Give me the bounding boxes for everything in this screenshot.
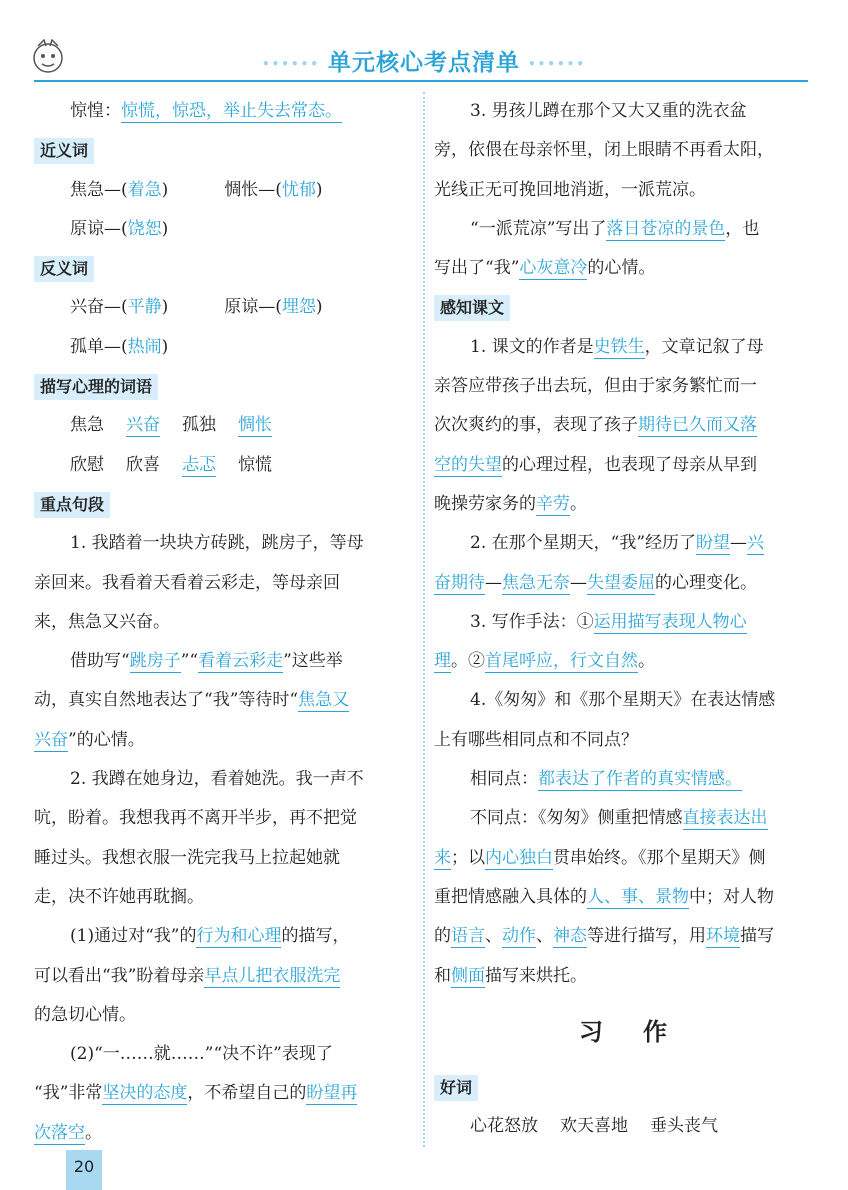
jinyici-row-1 (34, 171, 412, 210)
explain-line (34, 721, 412, 760)
text: ”这些举 (283, 651, 343, 672)
ganzhi-line (434, 485, 812, 524)
text: 。 (638, 651, 655, 672)
text: 1. 课文的作者是 (470, 336, 594, 357)
ganzhi-line (434, 406, 812, 445)
ganzhi-line: 上有哪些相同点和不同点？ (434, 729, 638, 750)
explain-line: 的急切心情。 (34, 1004, 136, 1025)
text: — (730, 533, 748, 554)
ganzhi-line (434, 524, 812, 563)
answer: 盼望 (696, 533, 731, 554)
pair-text: 原谅—( (224, 297, 282, 318)
answer: 神态 (553, 926, 587, 947)
text: 借助写“ (70, 651, 130, 672)
word: 欣喜 (126, 454, 160, 475)
text: 、 (536, 926, 553, 947)
pair-text: 惆怅—( (224, 179, 282, 200)
ganzhi-line (434, 603, 812, 642)
xinli-row-1 (34, 406, 412, 445)
text: 描写来烘托。 (485, 965, 587, 986)
header-title (0, 44, 848, 77)
quote-line: 1. 我踏着一块块方砖跳，跳房子，等母 (70, 533, 364, 554)
explain-line (34, 681, 412, 720)
word: 孤独 (182, 415, 216, 436)
quote-line: 亲回来。我看着天看着云彩走，等母亲回 (34, 572, 340, 593)
jinghuang-line (34, 92, 412, 131)
ganzhi-line (434, 642, 812, 681)
word: 垂头丧气 (650, 1116, 718, 1137)
xizuo-heading: 习作 (579, 1017, 707, 1046)
fanyici-row-1 (34, 288, 412, 327)
explain-line (434, 249, 812, 288)
answer: 心灰意冷 (519, 258, 588, 279)
jinyici-row-2 (34, 210, 412, 249)
pair-text: ) (161, 179, 169, 200)
text: “一派荒凉”写出了 (470, 218, 607, 239)
ganzhi-line (434, 564, 812, 603)
explain-line (434, 210, 812, 249)
text: 。 (85, 1122, 102, 1143)
answer: 失望委屈 (587, 572, 655, 593)
answer: 语言 (451, 926, 485, 947)
answer: 期待已久而又落 (638, 415, 757, 436)
section-title: 感知课文 (434, 295, 510, 321)
xinli-row-2 (34, 446, 412, 485)
answer: 首尾呼应，行文自然 (485, 651, 638, 672)
text: 贯串始终。《那个星期天》侧 (553, 847, 766, 868)
diff-line (434, 878, 812, 917)
term: 惊惶： (70, 101, 121, 121)
word: 惊慌 (238, 454, 272, 475)
answer: 兴奋 (34, 729, 68, 750)
answer: 理 (434, 651, 451, 672)
text: 中；对人物 (689, 886, 774, 907)
quote-line: 光线正无可挽回地消逝，一派荒凉。 (434, 179, 706, 200)
page-header (0, 0, 848, 92)
text: 写出了“我” (434, 258, 520, 279)
section-title: 描写心理的词语 (34, 374, 158, 400)
section-haoci (434, 1068, 812, 1107)
right-column (434, 92, 812, 1146)
section-title: 近义词 (34, 138, 94, 164)
pair-text: 原谅—( (70, 218, 128, 239)
text: — (570, 572, 587, 593)
text: ，也 (725, 218, 760, 239)
word: 心花怒放 (470, 1116, 538, 1137)
text: 2. 在那个星期天，“我”经历了 (470, 533, 697, 554)
answer: 平静 (127, 297, 162, 318)
section-xinli (34, 367, 412, 406)
word: 欣慰 (70, 454, 104, 475)
pair-text: 孤单—( (70, 336, 128, 357)
word: 欢天喜地 (560, 1116, 628, 1137)
quote-line: 吭，盼着。我想我再不离开半步，再不把觉 (34, 808, 357, 829)
answer: 焦急又 (298, 690, 350, 711)
answer: 饶恕 (127, 218, 162, 239)
answer: 惊慌，惊恐，举止失去常态。 (121, 101, 342, 121)
explain-line (34, 917, 412, 956)
section-zhongdian (34, 485, 412, 524)
text: 的 (434, 926, 451, 947)
text: 的心理变化。 (655, 572, 757, 593)
answer: 奋期待 (434, 572, 485, 593)
answer: 次落空 (34, 1122, 85, 1143)
answer: 环境 (706, 926, 740, 947)
answer: 忐忑 (182, 454, 216, 475)
text: 重把情感融入具体的 (434, 886, 587, 907)
answer: 跳房子 (129, 651, 181, 672)
answer: 内心独白 (485, 847, 553, 868)
text: 。② (451, 651, 485, 672)
ganzhi-line (434, 446, 812, 485)
explain-line (34, 1114, 412, 1153)
ganzhi-line: 亲答应带孩子出去玩，但由于家务繁忙而一 (434, 376, 757, 397)
quote-line: 旁，依偎在母亲怀里，闭上眼睛不再看太阳， (434, 140, 774, 161)
diff-line (434, 917, 812, 956)
text: 的心情。 (587, 258, 656, 279)
text: 晚操劳家务的 (434, 493, 536, 514)
pair-text: 焦急—( (70, 179, 128, 200)
text: ，文章记叙了母 (644, 336, 764, 357)
answer: 热闹 (127, 336, 162, 357)
pair-text: ) (161, 218, 169, 239)
header-dots-left: •••••• (261, 56, 320, 71)
answer: 侧面 (451, 965, 485, 986)
answer: 人、事、景物 (587, 886, 689, 907)
answer: 早点儿把衣服洗完 (204, 965, 341, 986)
diff-line (434, 957, 812, 996)
text: 和 (434, 965, 451, 986)
pair-text: 兴奋—( (70, 297, 128, 318)
text: ”的心情。 (68, 729, 145, 750)
answer: 行为和心理 (196, 926, 282, 947)
text: ；以 (451, 847, 485, 868)
answer: 运用描写表现人物心 (593, 611, 747, 632)
section-fanyici (34, 249, 412, 288)
answer: 盼望再 (306, 1083, 358, 1104)
answer: 兴 (747, 533, 765, 554)
text: ”“ (180, 651, 199, 672)
text: 相同点： (470, 769, 538, 790)
haoci-row (434, 1107, 812, 1146)
text: 可以看出“我”盼着母亲 (34, 965, 205, 986)
text: 、 (485, 926, 502, 947)
answer: 兴奋 (126, 415, 160, 436)
section-title: 好词 (434, 1075, 478, 1101)
explain-line (34, 957, 412, 996)
text: 次次爽约的事，表现了孩子 (434, 415, 638, 436)
answer: 焦急无奈 (502, 572, 570, 593)
word: 焦急 (70, 415, 104, 436)
section-title: 反义词 (34, 256, 94, 282)
pair-text: ) (315, 179, 323, 200)
section-title: 重点句段 (34, 492, 110, 518)
header-rule (34, 80, 808, 82)
answer: 坚决的态度 (102, 1083, 188, 1104)
diff-line (434, 839, 812, 878)
answer: 来 (434, 847, 451, 868)
answer: 惆怅 (238, 415, 272, 436)
answer: 史铁生 (593, 336, 645, 357)
section-ganzhi (434, 288, 812, 327)
answer: 着急 (127, 179, 162, 200)
text: 3. 写作手法：① (470, 611, 594, 632)
header-dots-right: •••••• (528, 56, 587, 71)
text: (1)通过对“我”的 (70, 926, 197, 947)
fanyici-row-2 (34, 328, 412, 367)
explain-line (34, 642, 412, 681)
answer: 落日苍凉的景色 (606, 218, 726, 239)
left-column (34, 92, 412, 1153)
answer: 动作 (502, 926, 536, 947)
quote-line: 睡过头。我想衣服一洗完我马上拉起她就 (34, 847, 340, 868)
text: “我”非常 (34, 1083, 103, 1104)
quote-line: 走，决不许她再耽搁。 (34, 886, 204, 907)
pair-text: ) (315, 297, 323, 318)
quote-line: 2. 我蹲在她身边，看着她洗。我一声不 (70, 769, 364, 790)
text: — (485, 572, 502, 593)
answer: 看着云彩走 (198, 651, 284, 672)
diff-line (434, 799, 812, 838)
answer: 忧郁 (281, 179, 316, 200)
text: 等进行描写，用 (587, 926, 706, 947)
explain-line: (2)“一……就……”“决不许”表现了 (70, 1044, 333, 1065)
quote-line: 3. 男孩儿蹲在那个又大又重的洗衣盆 (470, 101, 747, 121)
text: 的描写， (281, 926, 350, 947)
text: 描写 (740, 926, 774, 947)
text: 的心理过程，也表现了母亲从早到 (502, 454, 757, 475)
answer: 都表达了作者的真实情感。 (538, 769, 742, 790)
section-jinyici (34, 131, 412, 170)
same-line (434, 760, 812, 799)
quote-line: 来，焦急又兴奋。 (34, 611, 170, 632)
answer: 埋怨 (281, 297, 316, 318)
text: 动，真实自然地表达了“我”等待时“ (34, 690, 299, 711)
page-number: 20 (66, 1150, 102, 1190)
answer: 辛劳 (536, 493, 570, 514)
text: 。 (570, 493, 587, 514)
ganzhi-line (434, 328, 812, 367)
answer: 直接表达出 (682, 808, 768, 829)
text: 不同点：《匆匆》侧重把情感 (470, 808, 683, 829)
explain-line (34, 1074, 412, 1113)
header-title-text: 单元核心考点清单 (328, 50, 520, 76)
ganzhi-line: 4.《匆匆》和《那个星期天》在表达情感 (470, 690, 776, 711)
text: ，不希望自己的 (187, 1083, 307, 1104)
answer: 空的失望 (434, 454, 502, 475)
pair-text: ) (161, 336, 169, 357)
column-divider (423, 92, 425, 1147)
pair-text: ) (161, 297, 169, 318)
